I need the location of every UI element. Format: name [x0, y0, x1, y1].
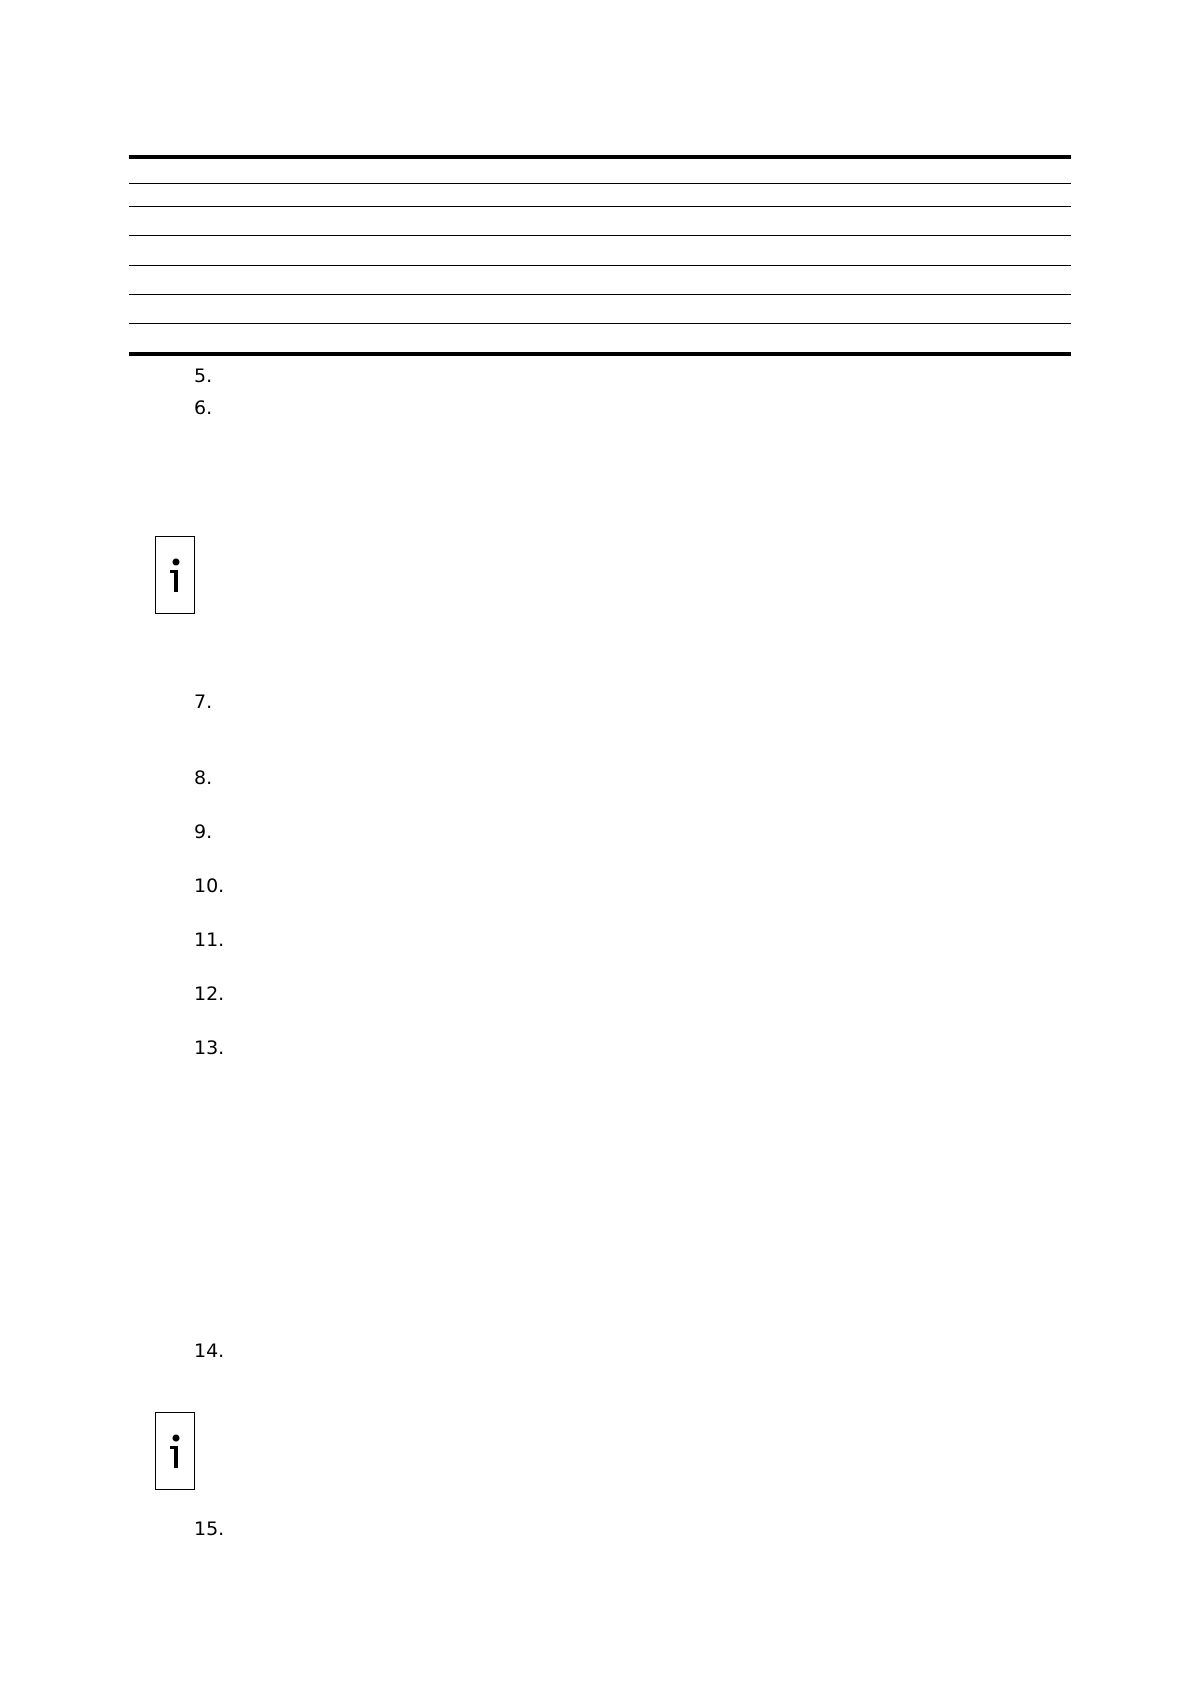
step-number: 8. — [194, 767, 213, 789]
table-row-divider — [129, 183, 1071, 184]
step-number: 12. — [194, 983, 225, 1005]
table-row-divider — [129, 323, 1071, 324]
step-number: 15. — [194, 1518, 225, 1540]
step-number: 7. — [194, 691, 213, 713]
table-row-divider — [129, 265, 1071, 266]
step-number: 10. — [194, 875, 225, 897]
table-row-divider — [129, 206, 1071, 207]
info-note — [155, 536, 195, 614]
info-icon — [156, 537, 196, 615]
step-number: 5. — [194, 365, 213, 387]
step-number: 6. — [194, 397, 213, 419]
table — [129, 155, 1071, 357]
step-number: 9. — [194, 821, 213, 843]
info-icon — [156, 1413, 196, 1491]
table-bottom-rule — [129, 352, 1071, 356]
step-number: 13. — [194, 1037, 225, 1059]
table-top-rule — [129, 155, 1071, 159]
step-number: 14. — [194, 1340, 225, 1362]
table-row-divider — [129, 294, 1071, 295]
info-note — [155, 1412, 195, 1490]
step-number: 11. — [194, 929, 225, 951]
table-row-divider — [129, 235, 1071, 236]
